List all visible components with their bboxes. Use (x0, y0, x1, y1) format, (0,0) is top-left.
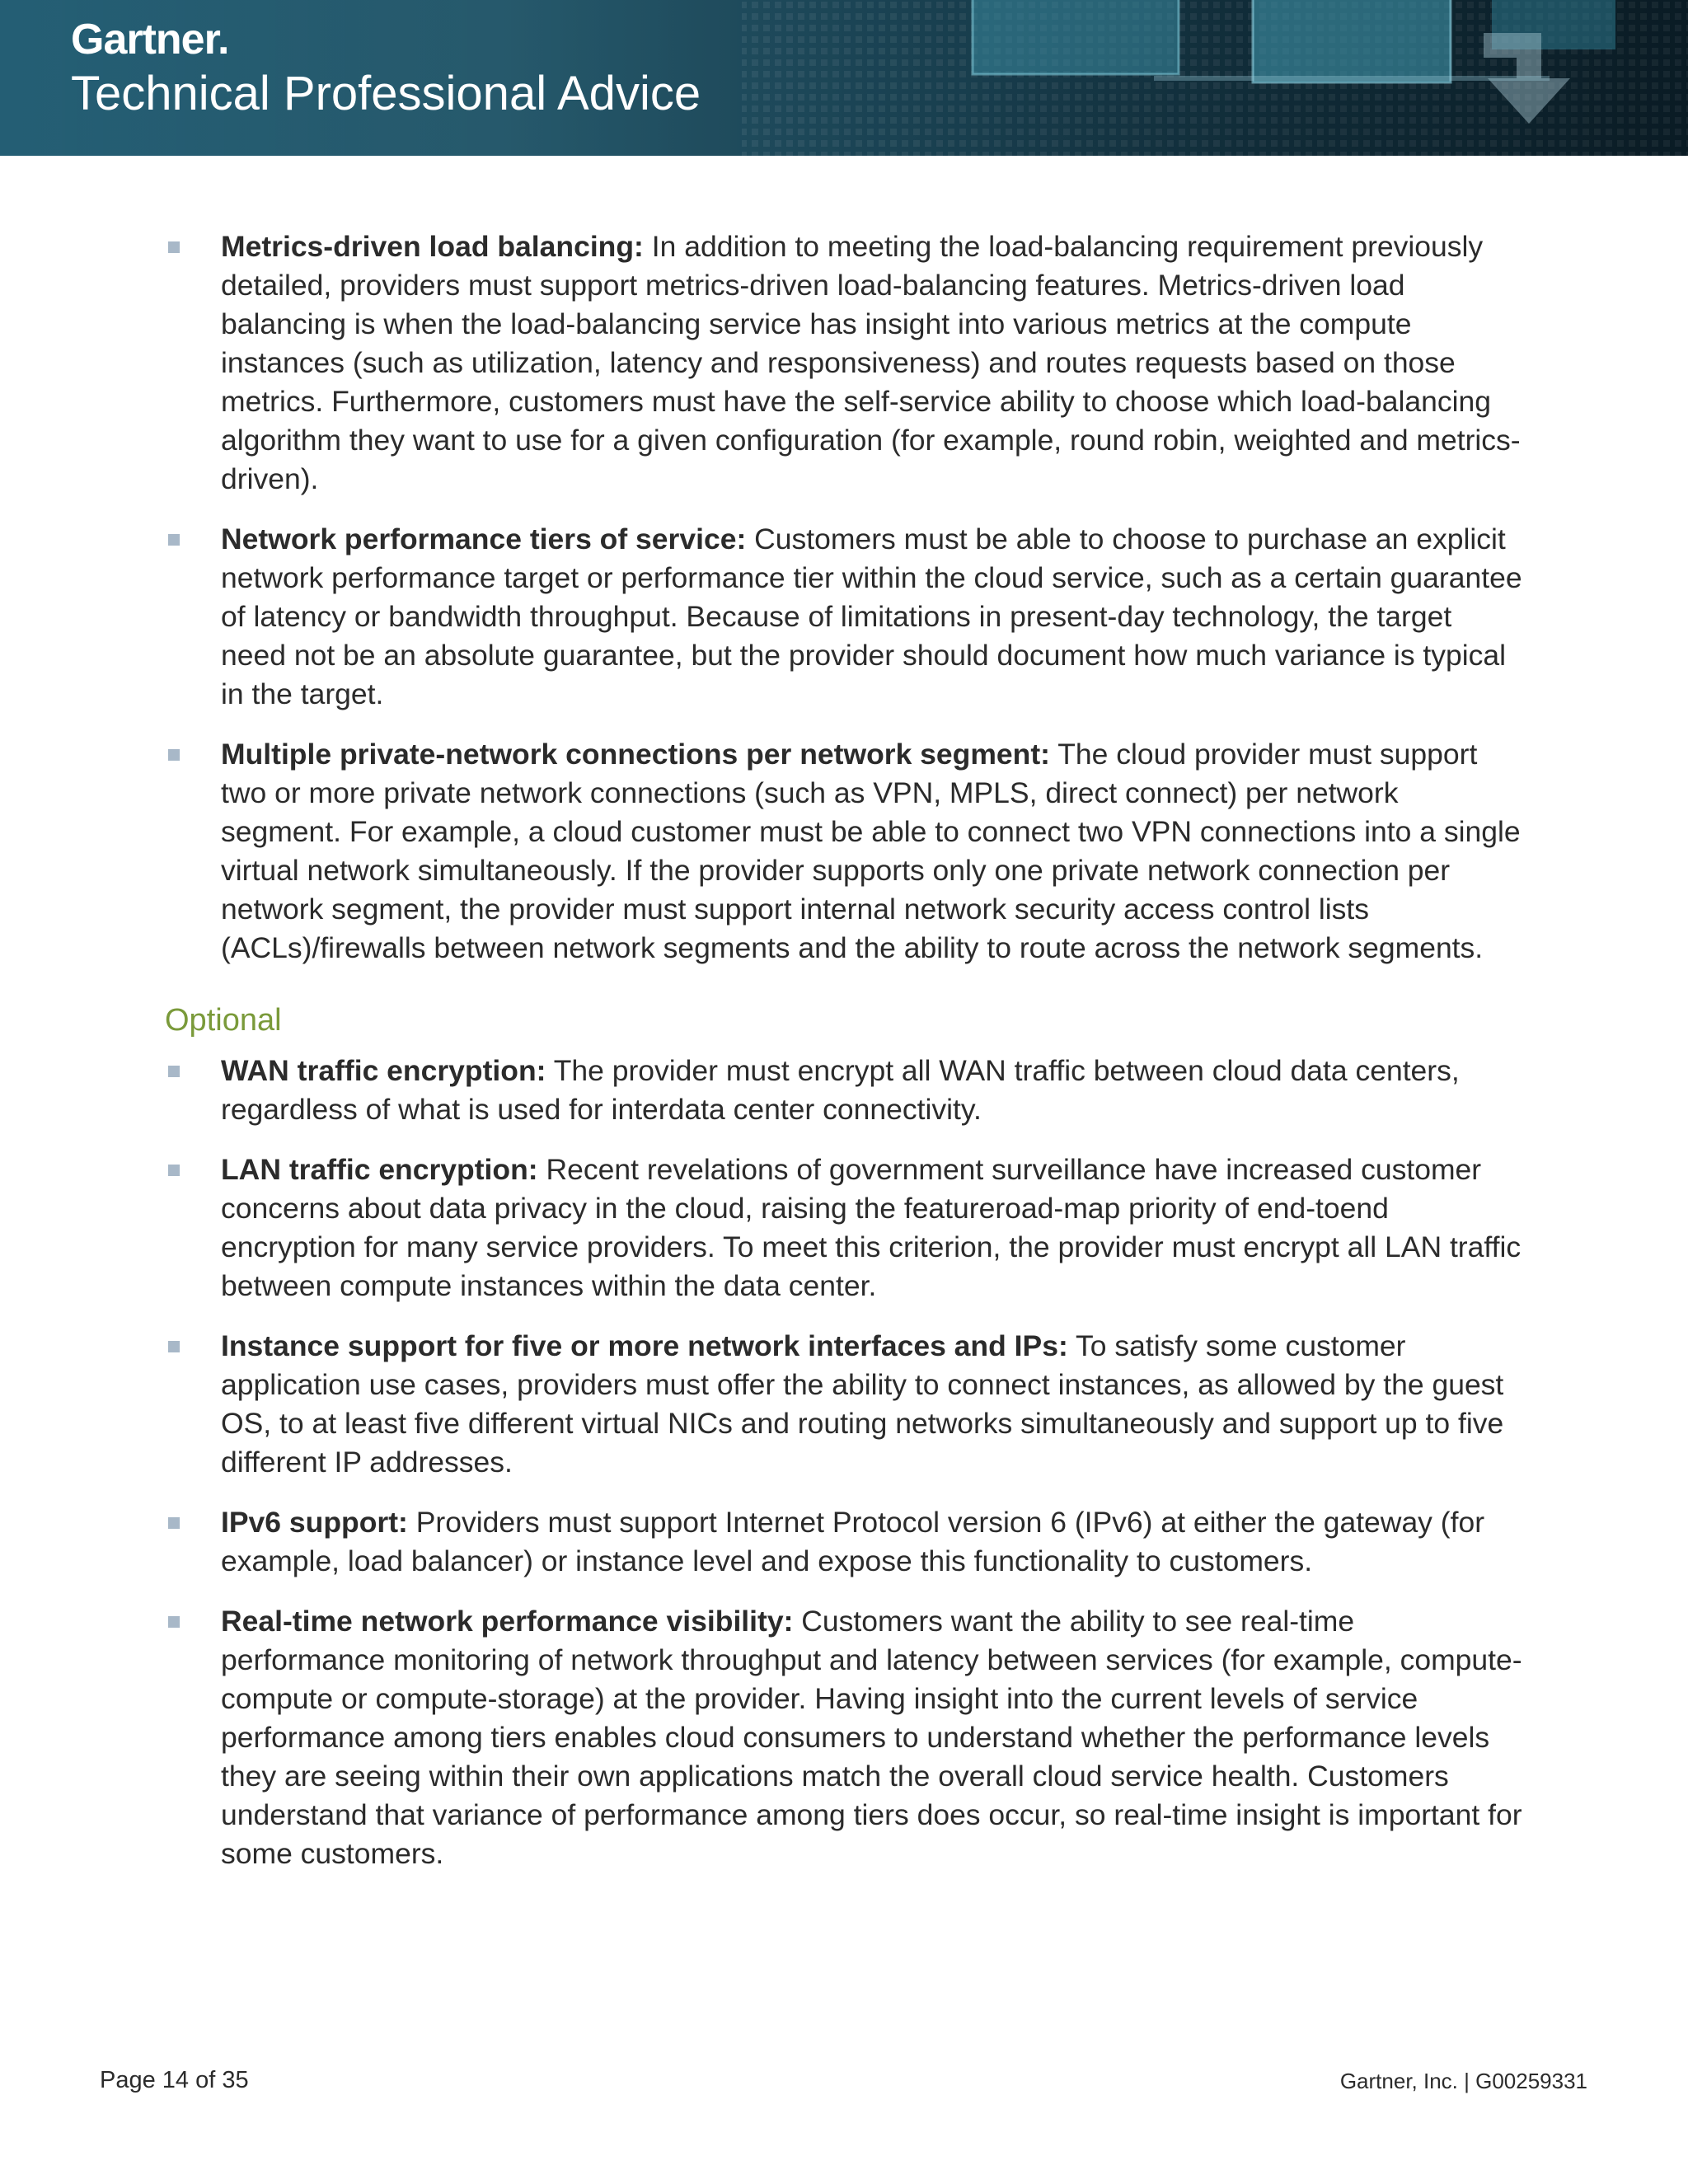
item-text: Customers must be able to choose to purchase an explicit network performance target or performance tier within the cloud service, such as a certain guarantee of latency or bandwidth throughput. Because of limitations in present-day technology, the target need not be an absolute guarantee, but the provider should document how much variance is typical in the target. (221, 523, 1522, 710)
list-item (165, 520, 1525, 714)
header-title: Technical Professional Advice (71, 67, 701, 120)
bullet-square-icon (168, 1341, 180, 1352)
item-term: Network performance tiers of service: (221, 523, 747, 555)
list-item (165, 735, 1525, 968)
list-item (165, 1503, 1525, 1581)
bullet-square-icon (168, 534, 180, 546)
item-term: LAN traffic encryption: (221, 1153, 538, 1186)
item-term: Metrics-driven load balancing: (221, 230, 644, 263)
item-text: To satisfy some customer application use cases, providers must offer the ability to connect instances, as allowed by the guest OS, to at least five different virtual NICs and routing networks simultaneously and support up to five different IP addresses. (221, 1329, 1504, 1479)
item-text: The cloud provider must support two or more private network connections (such as VPN, MPLS, direct connect) per network segment. For example, a cloud customer must be able to connect two VPN connections into a single virtual network simultaneously. If the provider supports only one private network connection per network segment, the provider must support internal network security access control lists (ACLs)/firewalls between network segments and the ability to route across the network segments. (221, 738, 1521, 964)
item-text: Providers must support Internet Protocol version 6 (IPv6) at either the gateway (for example, load balancer) or instance level and expose this functionality to customers. (221, 1506, 1485, 1577)
item-term: Real-time network performance visibility: (221, 1605, 794, 1638)
document-id: Gartner, Inc. | G00259331 (1339, 2069, 1587, 2093)
list-item (165, 1151, 1525, 1305)
list-item (165, 1052, 1525, 1129)
list-item (165, 227, 1525, 499)
optional-list (165, 1052, 1525, 1873)
page-number: Page 14 of 35 (100, 2067, 249, 2093)
section-heading-optional: Optional (165, 1003, 282, 1038)
item-text: Recent revelations of government surveillance have increased customer concerns about data privacy in the cloud, raising the featureroad-map priority of end-toend encryption for many service providers. To meet this criterion, the provider must encrypt all LAN traffic between compute instances within the data center. (221, 1153, 1522, 1302)
list-item (165, 1327, 1525, 1482)
bullet-square-icon (168, 1616, 180, 1628)
bullet-square-icon (168, 1517, 180, 1529)
required-list (165, 227, 1525, 968)
item-text: The provider must encrypt all WAN traffic between cloud data centers, regardless of what is used for interdata center connectivity. (221, 1054, 1460, 1126)
item-text: Customers want the ability to see real-time performance monitoring of network throughput and latency between services (for example, compute-compute or compute-storage) at the provider. Having insight into the current levels of service performance among tiers enables cloud consumers to understand whether the performance levels they are seeing within their own applications match the overall cloud service health. Customers understand that variance of performance among tiers does occur, so real-time insight is important for some customers. (221, 1605, 1522, 1870)
list-item (165, 1602, 1525, 1873)
item-term: WAN traffic encryption: (221, 1054, 546, 1087)
header-banner (0, 0, 1688, 156)
item-term: Multiple private-network connections per network segment: (221, 738, 1050, 771)
bullet-square-icon (168, 749, 180, 761)
main-content (165, 227, 1525, 1895)
item-text: In addition to meeting the load-balancing requirement previously detailed, providers must support metrics-driven load-balancing features. Metrics-driven load balancing is when the load-balancing service has insight into various metrics at the compute instances (such as utilization, latency and responsiveness) and routes requests based on those metrics. Furthermore, customers must have the self-service ability to choose which load-balancing algorithm they want to use for a given configuration (for example, round robin, weighted and metrics-driven). (221, 230, 1521, 495)
bullet-square-icon (168, 241, 180, 253)
gartner-logo: Gartner. (71, 16, 229, 63)
item-term: Instance support for five or more network interfaces and IPs: (221, 1329, 1068, 1362)
bullet-square-icon (168, 1165, 180, 1176)
item-term: IPv6 support: (221, 1506, 408, 1539)
bullet-square-icon (168, 1066, 180, 1077)
